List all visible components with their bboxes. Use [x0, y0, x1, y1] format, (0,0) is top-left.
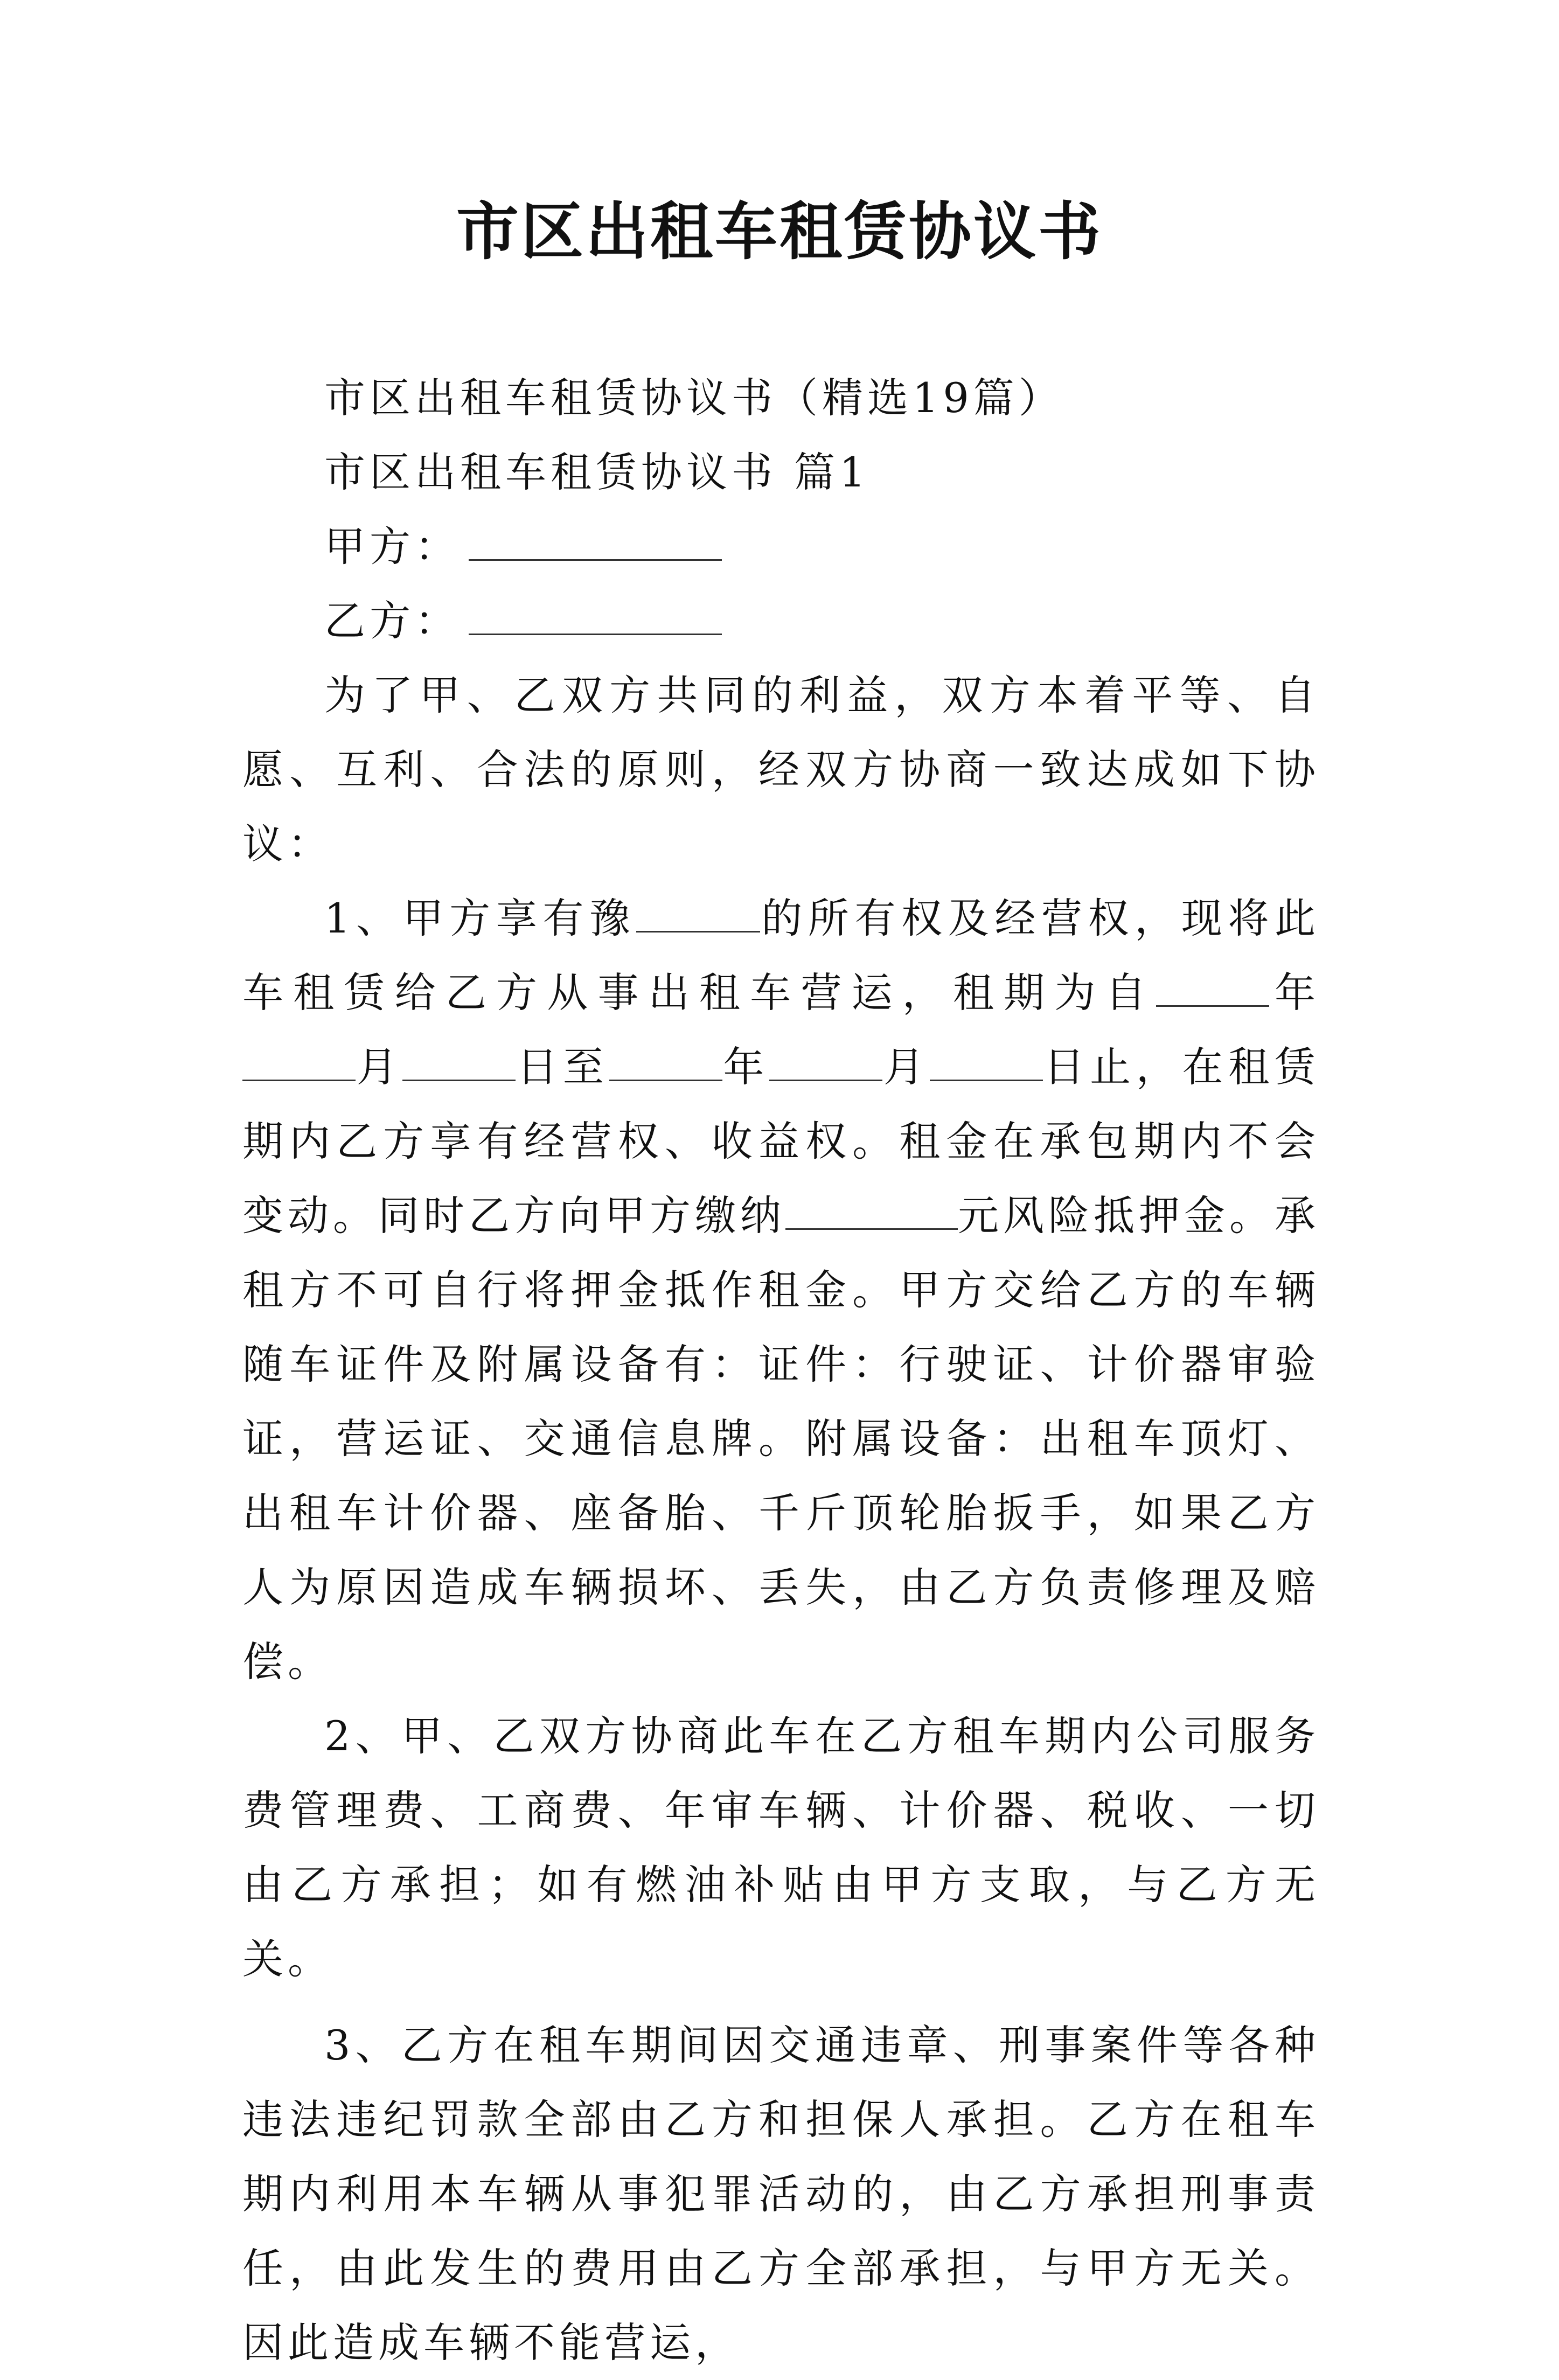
clause-1-text-c: 日至	[516, 1043, 609, 1091]
start-year-blank	[1156, 971, 1269, 1007]
start-month-label: 月	[356, 1043, 403, 1091]
start-month-blank	[242, 1045, 356, 1081]
end-month-blank	[769, 1045, 882, 1081]
intro-paragraph: 为了甲、乙双方共同的利益，双方本着平等、自愿、互利、合法的原则，经双方协商一致达成如下协议：	[242, 671, 1320, 868]
end-year-blank	[609, 1045, 722, 1081]
clause-1-paragraph	[242, 881, 1320, 1699]
deposit-amount-blank	[785, 1194, 958, 1230]
clause-1-text-b: 的所有权及经营权，现将此车租赁给乙方从事出租车营运，租期为自	[242, 894, 1320, 1017]
clause-2-paragraph: 2、甲、乙双方协商此车在乙方租车期内公司服务费管理费、工商费、年审车辆、计价器、税收、一切由乙方承担；如有燃油补贴由甲方支取，与乙方无关。	[242, 1712, 1320, 1983]
end-month-label: 月	[882, 1043, 930, 1091]
party-a-line	[242, 510, 1320, 584]
party-a-label: 甲方：	[324, 523, 460, 570]
document-title: 市区出租车租赁协议书	[456, 195, 1103, 268]
party-b-line	[242, 584, 1320, 658]
clause-3-paragraph: 3、乙方在租车期间因交通违章、刑事案件等各种违法违纪罚款全部由乙方和担保人承担。乙方在租车期内利用本车辆从事犯罪活动的，由乙方承担刑事责任，由此发生的费用由乙方全部承担，与甲方无关。因此造成车辆不能营运，	[242, 2021, 1320, 2367]
start-year-label: 年	[1269, 969, 1320, 1017]
end-day-blank	[930, 1045, 1043, 1081]
party-a-blank	[469, 525, 722, 561]
document-body	[242, 361, 1320, 2380]
party-b-label: 乙方：	[324, 597, 460, 645]
section-heading: 市区出租车租赁协议书 篇1	[324, 448, 870, 496]
clause-1-text-e: 元风险抵押金。承租方不可自行将押金抵作租金。甲方交给乙方的车辆随车证件及附属设备有：证件：行驶证、计价器审验证，营运证、交通信息牌。附属设备：出租车顶灯、出租车计价器、座备胎、千斤顶轮胎扳手，如果乙方人为原因造成车辆损坏、丢失，由乙方负责修理及赔偿。	[242, 1192, 1320, 1686]
clause-1-text-d: 日止，在租赁期内乙方享有经营权、收益权。租金在承包期内不会变动。同时乙方向甲方缴纳	[242, 1043, 1320, 1240]
party-b-blank	[469, 599, 722, 635]
plate-number-blank	[636, 896, 760, 932]
subtitle-line: 市区出租车租赁协议书（精选19篇）	[324, 374, 1064, 422]
clause-1-text-a: 1、甲方享有豫	[324, 894, 636, 942]
start-day-blank	[402, 1045, 516, 1081]
end-year-label: 年	[722, 1043, 770, 1091]
